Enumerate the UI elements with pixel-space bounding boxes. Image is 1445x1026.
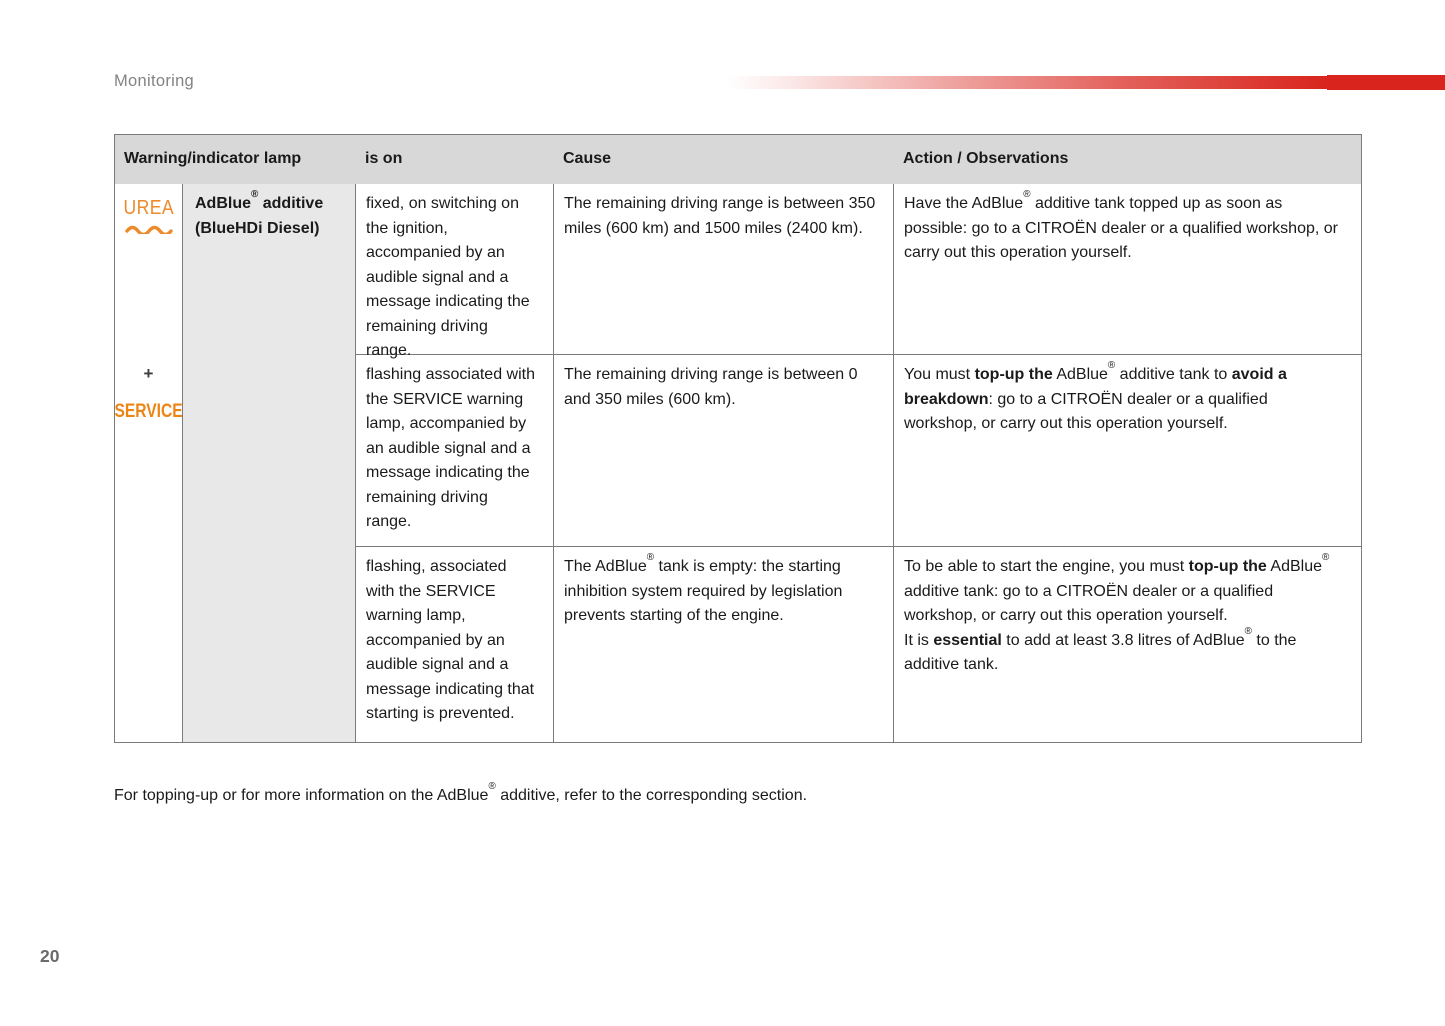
- footer-note: For topping-up or for more information on the AdBlue® additive, refer to the corresponding section.: [114, 781, 808, 804]
- header-warning-indicator-lamp: Warning/indicator lamp: [115, 135, 356, 184]
- header-action-observations: Action / Observations: [894, 135, 1361, 184]
- header-cause: Cause: [554, 135, 894, 184]
- row3-is-on-cell: flashing, associated with the SERVICE warning lamp, accompanied by an audible signal and a message indicating that starting is prevented.: [356, 547, 554, 742]
- section-title: Monitoring: [114, 72, 195, 90]
- row3-cause-cell: The AdBlue® tank is empty: the starting inhibition system required by legislation prevents starting of the engine.: [554, 547, 894, 742]
- row2-action-cell: You must top-up the AdBlue® additive tank to avoid a breakdown: go to a CITROËN dealer or a qualified workshop, or carry out this operation yourself.: [894, 355, 1361, 547]
- row1-is-on-cell: fixed, on switching on the ignition, accompanied by an audible signal and a message indicating the remaining driving range.: [356, 184, 554, 355]
- decorative-red-stripe-end: [1327, 75, 1445, 90]
- lamp-icon-cell: [115, 184, 183, 742]
- urea-wave-icon: [124, 222, 174, 234]
- row3-action-cell: To be able to start the engine, you must top-up the AdBlue® additive tank: go to a CITROËN dealer or a qualified workshop, or carry out this operation yourself. It is essential to add at least 3.8 litres of AdBlue® to the additive tank.: [904, 552, 1330, 673]
- lamp-name-cell: AdBlue® additive (BlueHDi Diesel): [183, 184, 356, 742]
- row2-cause-cell: The remaining driving range is between 0 and 350 miles (600 km).: [554, 355, 894, 547]
- page-number: 20: [40, 946, 60, 966]
- plus-sign: +: [143, 363, 154, 383]
- decorative-red-stripe: [727, 76, 1445, 89]
- header-is-on: is on: [356, 135, 554, 184]
- row2-is-on-cell: flashing associated with the SERVICE warning lamp, accompanied by an audible signal and a message indicating the remaining driving range.: [356, 355, 554, 547]
- row1-cause-cell: The remaining driving range is between 350 miles (600 km) and 1500 miles (2400 km).: [554, 184, 894, 355]
- service-lamp-label: SERVICE: [114, 401, 183, 422]
- urea-lamp-label: UREA: [123, 197, 174, 219]
- warning-lamp-table: [114, 134, 1362, 743]
- row1-action-cell: Have the AdBlue® additive tank topped up as soon as possible: go to a CITROËN dealer or a qualified workshop, or carry out this operation yourself.: [894, 184, 1361, 355]
